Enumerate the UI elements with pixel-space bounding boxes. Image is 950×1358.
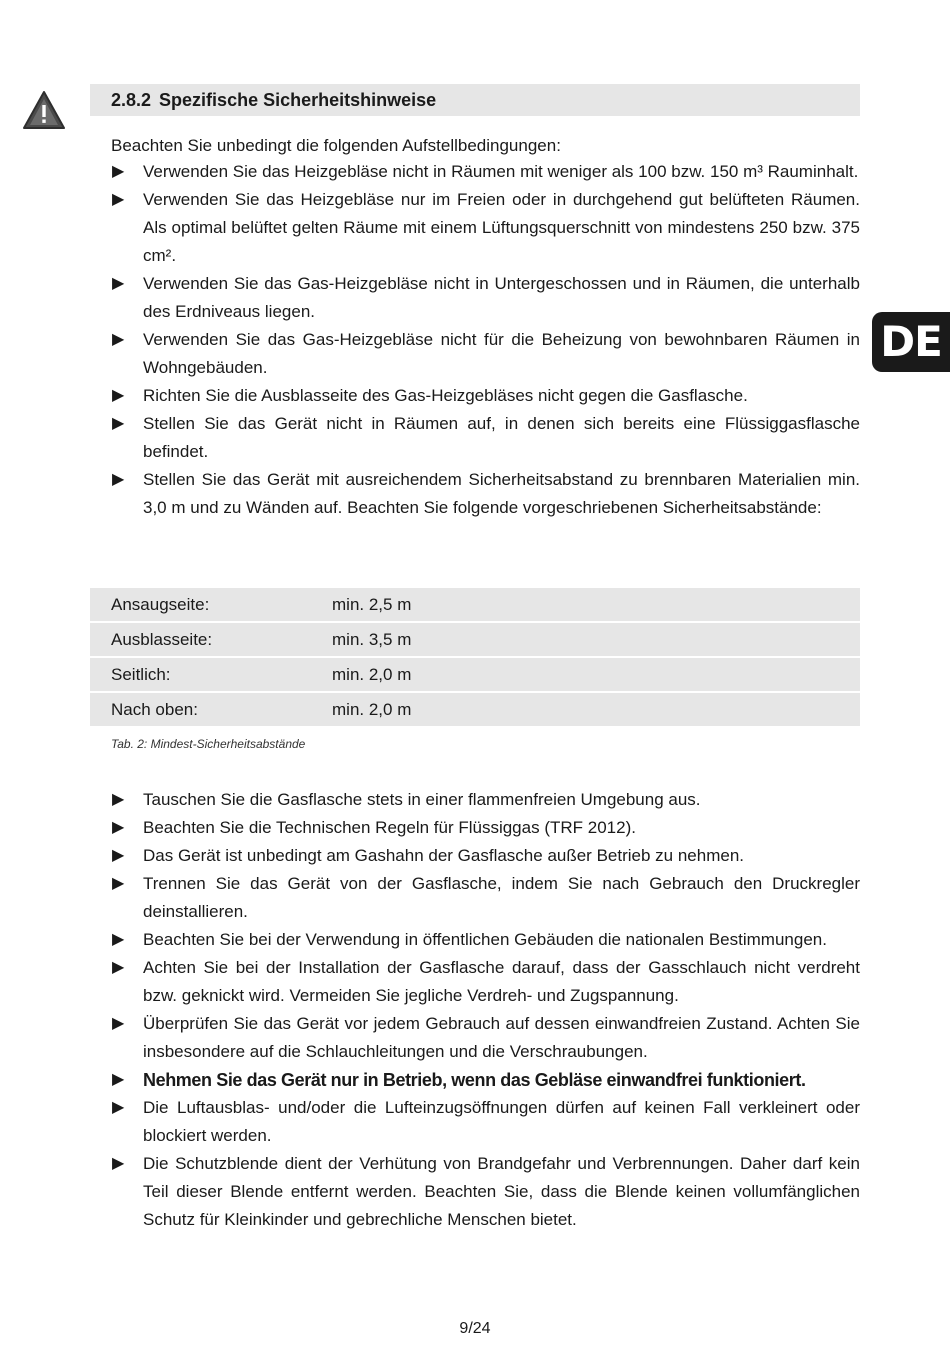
list-item-text: Verwenden Sie das Gas-Heizgebläse nicht in Untergeschossen und in Räumen, die unterhalb des Erdniveaus liegen. — [143, 274, 860, 321]
table-label: Nach oben: — [111, 700, 198, 719]
table-row — [90, 623, 860, 656]
bullet-icon: ▶ — [112, 819, 125, 836]
bullet-icon: ▶ — [112, 331, 125, 348]
list-item — [111, 926, 860, 954]
list-item-text: Verwenden Sie das Heizgebläse nur im Freien oder in durchgehend gut belüfteten Räumen. Als optimal belüftet gelten Räume mit einem Lüftungsquerschnitt von mindestens 250 bzw. 375 cm². — [143, 190, 860, 265]
list-item-text: Trennen Sie das Gerät von der Gasflasche, indem Sie nach Gebrauch den Druckregler deinstallieren. — [143, 874, 860, 921]
list-item-text: Achten Sie bei der Installation der Gasflasche darauf, dass der Gasschlauch nicht verdreht bzw. geknickt wird. Vermeiden Sie jegliche Verdreh- und Zugspannung. — [143, 958, 860, 1005]
list-item-text: Tauschen Sie die Gasflasche stets in einer flammenfreien Umgebung aus. — [143, 790, 701, 809]
list-item-text: Verwenden Sie das Heizgebläse nicht in Räumen mit weniger als 100 bzw. 150 m³ Rauminhalt. — [143, 162, 859, 181]
table-label: Seitlich: — [111, 665, 171, 684]
warning-icon — [22, 90, 66, 130]
list-item — [111, 382, 860, 410]
bullet-icon: ▶ — [112, 1099, 125, 1116]
list-item — [111, 1150, 860, 1234]
list-item — [111, 814, 860, 842]
bullet-icon: ▶ — [112, 471, 125, 488]
bullet-icon: ▶ — [112, 1015, 125, 1032]
list-item-text: Richten Sie die Ausblasseite des Gas-Heizgebläses nicht gegen die Gasflasche. — [143, 386, 748, 405]
section-title: Spezifische Sicherheitshinweise — [159, 90, 437, 110]
list-item — [111, 1010, 860, 1066]
list-item-text: Nehmen Sie das Gerät nur in Betrieb, wenn das Gebläse einwandfrei funktioniert. — [143, 1070, 806, 1090]
list-item-emphasized — [111, 1066, 860, 1094]
language-tab: DE — [872, 312, 950, 372]
list-item-text: Überprüfen Sie das Gerät vor jedem Gebrauch auf dessen einwandfreien Zustand. Achten Sie insbesondere auf die Schlauchleitungen und die Verschraubungen. — [143, 1014, 860, 1061]
list-item-text: Das Gerät ist unbedingt am Gashahn der Gasflasche außer Betrieb zu nehmen. — [143, 846, 744, 865]
table-row — [90, 693, 860, 726]
list-item — [111, 270, 860, 326]
list-item — [111, 870, 860, 926]
list-item — [111, 466, 860, 522]
list-item-text: Verwenden Sie das Gas-Heizgebläse nicht für die Beheizung von bewohnbaren Räumen in Wohngebäuden. — [143, 330, 860, 377]
table-caption: Tab. 2: Mindest-Sicherheitsabstände — [111, 737, 306, 751]
list-item — [111, 954, 860, 1010]
table-value: min. 3,5 m — [332, 630, 412, 649]
bullet-icon: ▶ — [112, 163, 125, 180]
table-row — [90, 658, 860, 691]
section-number: 2.8.2 — [111, 90, 152, 110]
bullet-icon: ▶ — [112, 275, 125, 292]
table-label: Ausblasseite: — [111, 630, 213, 649]
list-item-text: Beachten Sie die Technischen Regeln für Flüssiggas (TRF 2012). — [143, 818, 636, 837]
safety-instructions-list — [111, 786, 860, 1234]
bullet-icon: ▶ — [112, 791, 125, 808]
table-value: min. 2,0 m — [332, 665, 412, 684]
list-item — [111, 786, 860, 814]
bullet-icon: ▶ — [112, 847, 125, 864]
safety-distance-table — [90, 588, 860, 728]
page-number: 9/24 — [459, 1320, 491, 1337]
list-item — [111, 410, 860, 466]
section-heading — [90, 84, 860, 116]
bullet-icon: ▶ — [112, 959, 125, 976]
list-item-text: Die Schutzblende dient der Verhütung von Brandgefahr und Verbrennungen. Daher darf kein Teil dieser Blende entfernt werden. Beachten Sie, dass die Blende keinen vollumfänglichen Schutz für Kleinkinder und gebrechliche Menschen bietet. — [143, 1154, 860, 1229]
list-item-text: Beachten Sie bei der Verwendung in öffentlichen Gebäuden die nationalen Bestimmungen. — [143, 930, 827, 949]
intro-text: Beachten Sie unbedingt die folgenden Aufstellbedingungen: — [111, 136, 561, 155]
bullet-icon: ▶ — [112, 875, 125, 892]
list-item-text: Stellen Sie das Gerät mit ausreichendem Sicherheitsabstand zu brennbaren Materialien min. 3,0 m und zu Wänden auf. Beachten Sie folgende vorgeschriebenen Sicherheitsabstände: — [143, 470, 860, 517]
installation-conditions-list — [111, 158, 860, 522]
table-value: min. 2,0 m — [332, 700, 412, 719]
bullet-icon: ▶ — [112, 191, 125, 208]
bullet-icon: ▶ — [112, 1155, 125, 1172]
list-item — [111, 326, 860, 382]
bullet-icon: ▶ — [112, 415, 125, 432]
list-item-text: Die Luftausblas- und/oder die Lufteinzugsöffnungen dürfen auf keinen Fall verkleinert oder blockiert werden. — [143, 1098, 860, 1145]
bullet-icon: ▶ — [112, 387, 125, 404]
table-label: Ansaugseite: — [111, 595, 210, 614]
list-item — [111, 158, 860, 186]
list-item — [111, 842, 860, 870]
table-row — [90, 588, 860, 621]
list-item — [111, 1094, 860, 1150]
bullet-icon: ▶ — [112, 1071, 124, 1088]
list-item-text: Stellen Sie das Gerät nicht in Räumen auf, in denen sich bereits eine Flüssiggasflasche befindet. — [143, 414, 860, 461]
bullet-icon: ▶ — [112, 931, 125, 948]
list-item — [111, 186, 860, 270]
table-value: min. 2,5 m — [332, 595, 412, 614]
